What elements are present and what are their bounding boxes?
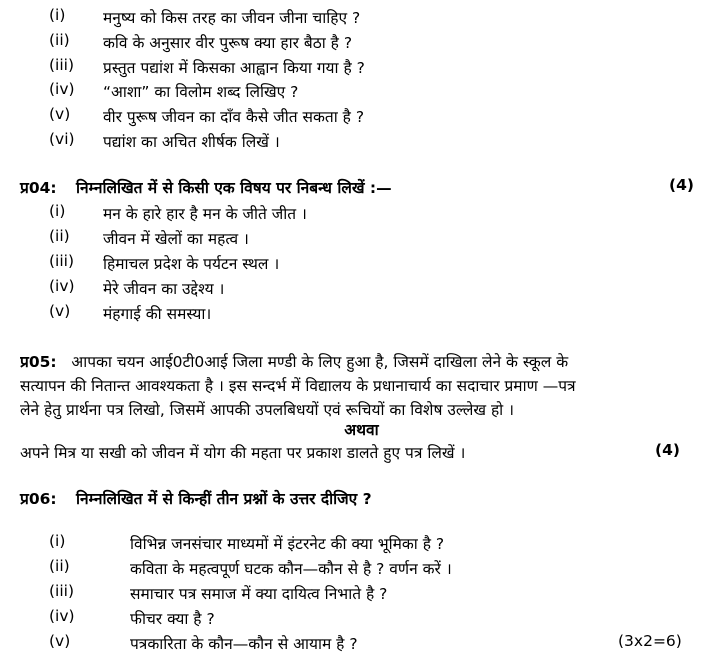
item-text: पत्रकारिता के कौन—कौन से आयाम है ? [130,635,358,653]
item-text: मनुष्य को किस तरह का जीवन जीना चाहिए ? [103,9,361,27]
item-text: मेरे जीवन का उद्देश्य । [103,280,225,298]
item-text: जीवन में खेलों का महत्व । [103,230,249,248]
item-number: (iv) [49,607,75,625]
item-text: कविता के महत्वपूर्ण घटक कौन—कौन से है ? वर्णन करें । [130,560,452,578]
item-number: (ii) [49,227,70,245]
question-label: प्र06: [20,490,57,508]
or-separator: अथवा [344,421,379,439]
item-number: (iii) [49,582,75,600]
paragraph-line: लेने हेतु प्रार्थना पत्र लिखो, जिसमें आपकी उपलबिधयों एवं रूचियों का विशेष उल्लेख हो । [20,401,514,419]
question-paragraph [20,350,703,422]
item-number: (i) [49,532,66,550]
item-number: (iii) [49,252,75,270]
question-heading: निम्नलिखित में से किन्हीं तीन प्रश्नों के उत्तर दीजिए ? [76,490,372,508]
item-text: कवि के अनुसार वीर पुरूष क्या हार बैठा है ? [103,34,353,52]
item-text: समाचार पत्र समाज में क्या दायित्व निभाते है ? [130,585,388,603]
item-text: मंहगाई की समस्या। [103,305,212,323]
item-text: प्रस्तुत पद्यांश में किसका आह्वान किया गया है ? [103,59,365,77]
item-text: विभिन्न जनसंचार माध्यमों में इंटरनेट की क्या भूमिका है ? [130,535,445,553]
paragraph-line: आपका चयन आई0टी0आई जिला मण्डी के लिए हुआ है, जिसमें दाखिला लेने के स्कूल के [71,353,569,371]
item-text: पद्यांश का अचित शीर्षक लिखें । [103,133,280,151]
item-text: वीर पुरूष जीवन का दाँव कैसे जीत सकता है ? [103,108,365,126]
item-number: (i) [49,6,66,24]
item-number: (v) [49,302,71,320]
question-heading: निम्नलिखित में से किसी एक विषय पर निबन्ध लिखें :— [76,179,392,197]
item-text: “आशा” का विलोम शब्द लिखिए ? [103,83,299,101]
item-number: (iii) [49,56,75,74]
question-label: प्र04: [20,179,57,197]
marks: (4) [669,176,694,194]
paragraph-line: सत्यापन की नितान्त आवश्यकता है । इस सन्दर्भ में विद्यालय के प्रधानाचार्य का सदाचार प्रमाण —पत्र [20,377,576,395]
item-number: (i) [49,202,66,220]
item-text: हिमाचल प्रदेश के पर्यटन स्थल । [103,255,280,273]
item-number: (iv) [49,277,75,295]
marks: (4) [655,441,680,459]
question-label: प्र05: [20,353,57,371]
item-number: (v) [49,105,71,123]
item-number: (ii) [49,31,70,49]
item-text: मन के हारे हार है मन के जीते जीत । [103,205,307,223]
item-number: (iv) [49,80,75,98]
marks: (3x2=6) [618,632,682,650]
alternative-question: अपने मित्र या सखी को जीवन में योग की महता पर प्रकाश डालते हुए पत्र लिखें । [20,444,466,462]
item-number: (vi) [49,130,75,148]
item-number: (v) [49,632,71,650]
item-text: फीचर क्या है ? [130,610,215,628]
item-number: (ii) [49,557,70,575]
